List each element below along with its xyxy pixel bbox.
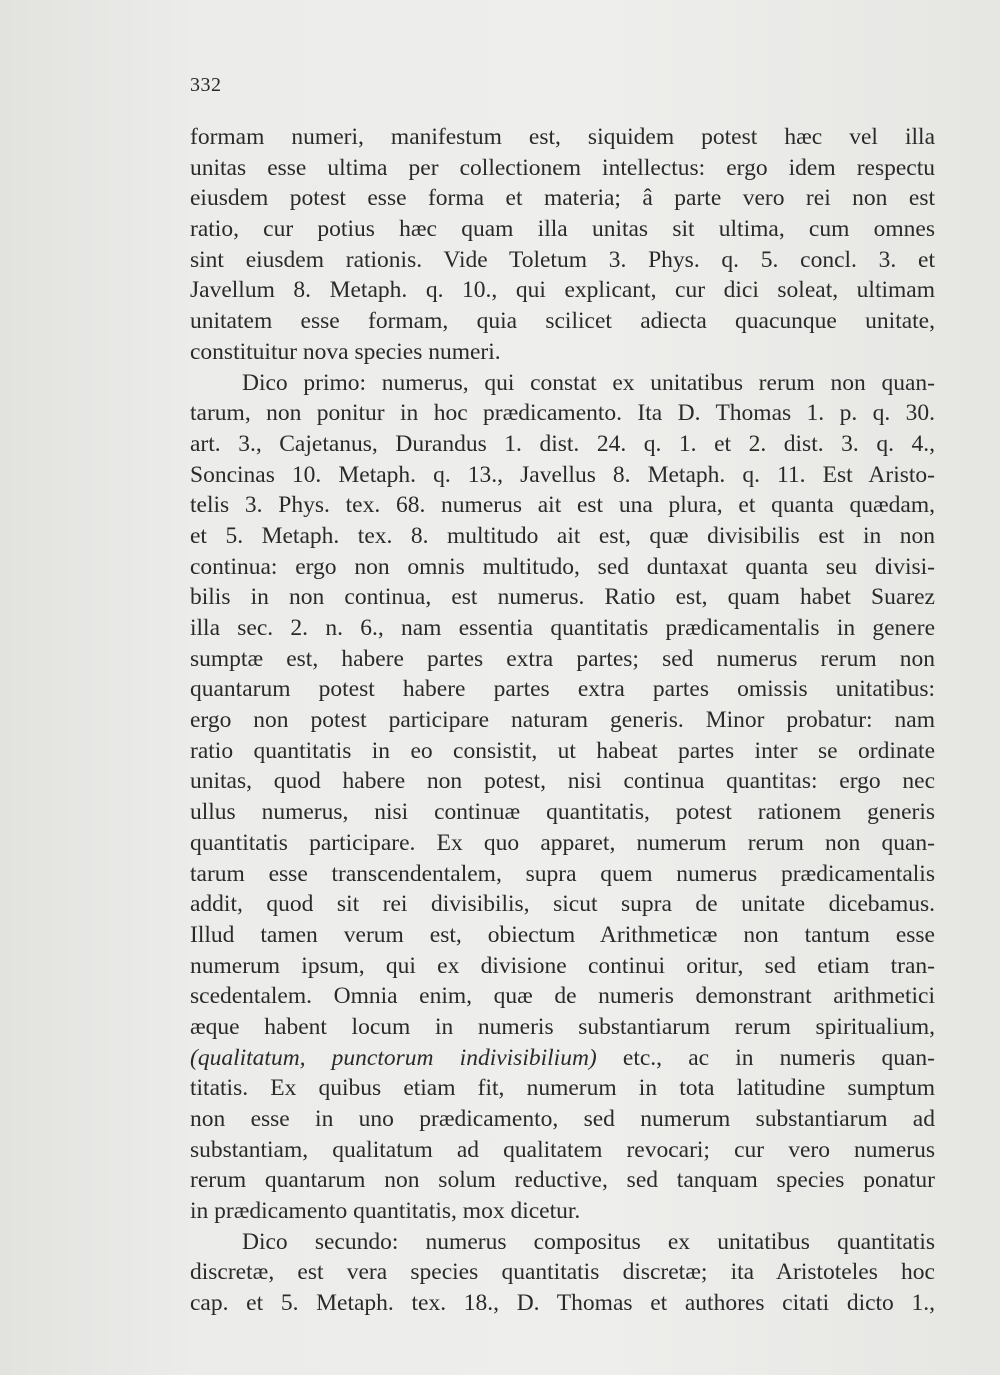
text-line: discretæ, est vera species quantitatis discretæ; ita Aristoteles hoc [190,1259,935,1286]
text-line: telis 3. Phys. tex. 68. numerus ait est una plura, et quanta quædam, [190,492,935,519]
text-line: numerum ipsum, qui ex divisione continui oritur, sed etiam tran- [190,952,935,979]
text-run: etc., ac in numeris quan- [596,1044,935,1071]
text-line: addit, quod sit rei divisibilis, sicut supra de unitate dicebamus. [190,891,935,918]
text-line: rerum quantarum non solum reductive, sed tanquam species ponatur [190,1167,935,1194]
text-line: tarum, non ponitur in hoc prædicamento. Ita D. Thomas 1. p. q. 30. [190,400,935,427]
text-line: unitas esse ultima per collectionem intellectus: ergo idem respectu [190,154,935,181]
text-line: quantitatis participare. Ex quo apparet, numerum rerum non quan- [190,829,935,856]
text-line: non esse in uno prædicamento, sed numerum substantiarum ad [190,1106,935,1132]
text-line: scedentalem. Omnia enim, quæ de numeris demonstrant arithmetici [190,983,935,1010]
text-line: Soncinas 10. Metaph. q. 13., Javellus 8. Metaph. q. 11. Est Aristo- [190,461,935,488]
text-line: illa sec. 2. n. 6., nam essentia quantitatis prædicamentalis in genere [190,615,935,641]
text-line: æque habent locum in numeris substantiarum rerum spiritualium, [190,1013,935,1040]
text-line: in prædicamento quantitatis, mox dicetur. [190,1198,581,1225]
text-line: bilis in non continua, est numerus. Ratio est, quam habet Suarez [190,584,935,611]
text-line: quantarum potest habere partes extra partes omissis unitatibus: [190,676,935,703]
text-line: ratio quantitatis in eo consistit, ut habeat partes inter se ordinate [190,737,935,764]
text-line: substantiam, qualitatum ad qualitatem revocari; cur vero numerus [190,1136,935,1163]
italic-phrase: (qualitatum, punctorum indivisibilium) [190,1044,597,1071]
text-line: continua: ergo non omnis multitudo, sed duntaxat quanta seu divisi- [190,553,935,580]
text-line: art. 3., Cajetanus, Durandus 1. dist. 24. q. 1. et 2. dist. 3. q. 4., [190,430,935,457]
text-line: unitatem esse formam, quia scilicet adiecta quacunque unitate, [190,308,935,335]
body-text [190,122,935,1319]
text-line: constituitur nova species numeri. [190,338,501,365]
text-line: ullus numerus, nisi continuæ quantitatis, potest rationem generis [190,799,935,826]
text-line [190,1043,935,1074]
text-line: ergo non potest participare naturam generis. Minor probatur: nam [190,707,935,734]
text-line: eiusdem potest esse forma et materia; â parte vero rei non est [190,185,935,212]
text-line: Dico secundo: numerus compositus ex unitatibus quantitatis [242,1228,935,1255]
text-line: tarum esse transcendentalem, supra quem numerus prædicamentalis [190,860,935,887]
text-line: formam numeri, manifestum est, siquidem potest hæc vel illa [190,124,935,150]
text-line: Javellum 8. Metaph. q. 10., qui explicant, cur dici soleat, ultimam [190,277,935,304]
text-line: et 5. Metaph. tex. 8. multitudo ait est, quæ divisibilis est in non [190,522,935,549]
page-number: 332 [190,74,222,96]
text-line: titatis. Ex quibus etiam fit, numerum in tota latitudine sumptum [190,1075,935,1102]
text-line: sint eiusdem rationis. Vide Toletum 3. Phys. q. 5. concl. 3. et [190,246,935,273]
text-line: sumptæ est, habere partes extra partes; sed numerus rerum non [190,645,935,672]
text-line: ratio, cur potius hæc quam illa unitas sit ultima, cum omnes [190,216,935,243]
text-line: unitas, quod habere non potest, nisi continua quantitas: ergo nec [190,768,935,795]
text-line: cap. et 5. Metaph. tex. 18., D. Thomas et authores citati dicto 1., [190,1290,935,1317]
text-line: Illud tamen verum est, obiectum Arithmeticæ non tantum esse [190,921,935,948]
text-line: Dico primo: numerus, qui constat ex unitatibus rerum non quan- [242,369,935,396]
